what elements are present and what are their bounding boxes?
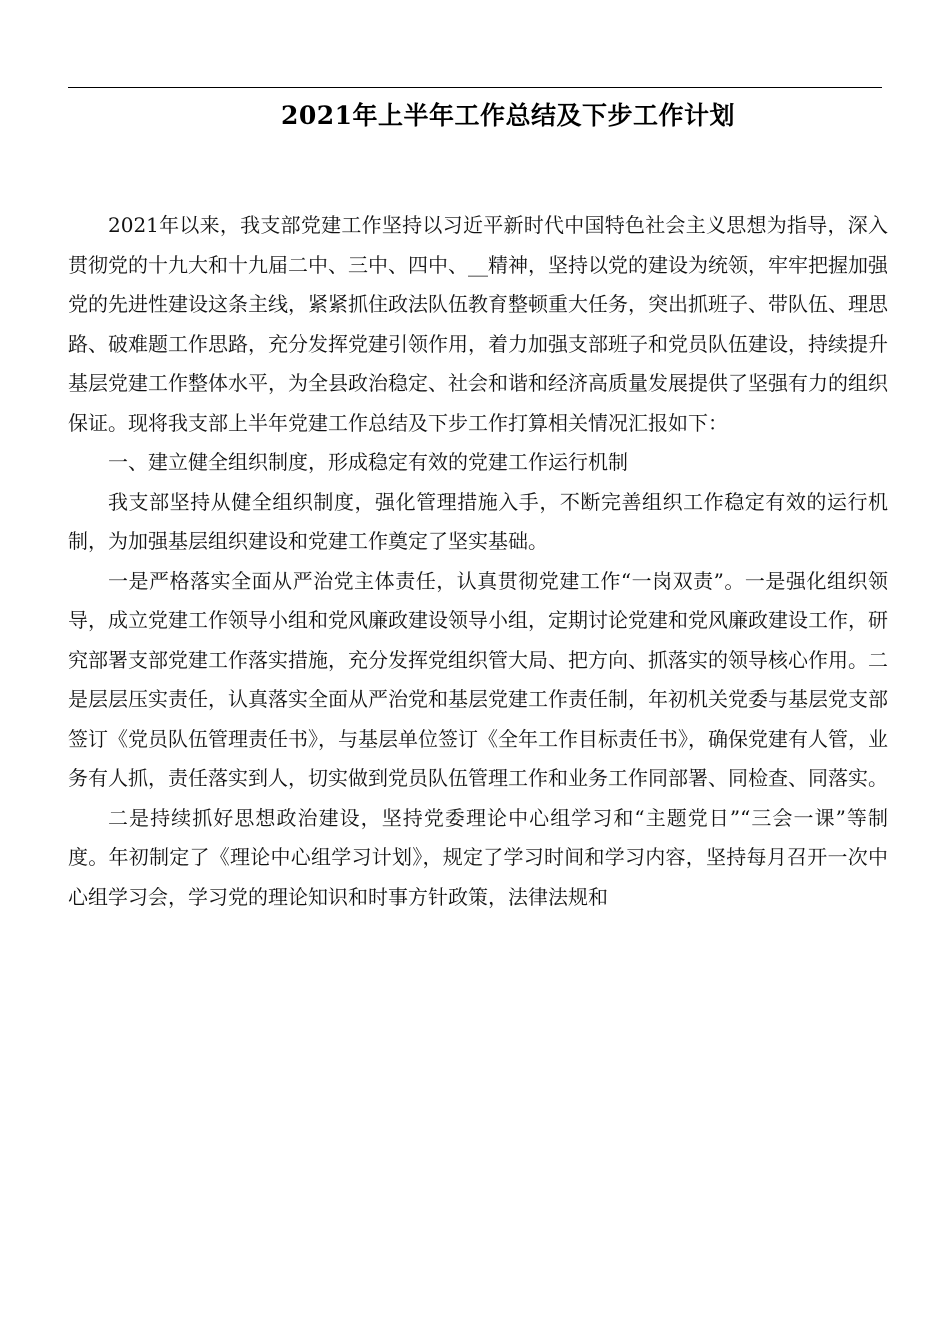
- section-heading-1: 一、建立健全组织制度，形成稳定有效的党建工作运行机制: [108, 450, 628, 474]
- paragraph-section-1-intro: 我支部坚持从健全组织制度，强化管理措施入手，不断完善组织工作稳定有效的运行机制，为加强基层组织建设和党建工作奠定了坚实基础。: [68, 489, 888, 553]
- paragraph-item-1: 一是严格落实全面从严治党主体责任，认真贯彻党建工作“一岗双责”。一是强化组织领导，成立党建工作领导小组和党风廉政建设领导小组，定期讨论党建和党风廉政建设工作，研究部署支部党建工作落实措施，充分发挥党组织管大局、把方向、抓落实的领导核心作用。二是层层压实责任，认真落实全面从严治党和基层党建工作责任制，年初机关党委与基层党支部签订《党员队伍管理责任书》，与基层单位签订《全年工作目标责任书》，确保党建有人管，业务有人抓，责任落实到人，切实做到党员队伍管理工作和业务工作同部署、同检查、同落实。: [68, 568, 888, 790]
- paragraph-item-2: 二是持续抓好思想政治建设，坚持党委理论中心组学习和“主题党日”“三会一课”等制度。年初制定了《理论中心组学习计划》，规定了学习时间和学习内容，坚持每月召开一次中心组学习会，学习党的理论知识和时事方针政策，法律法规和: [68, 805, 888, 909]
- document-title: 2021年上半年工作总结及下步工作计划: [280, 101, 736, 130]
- paragraph-intro: 2021年以来，我支部党建工作坚持以习近平新时代中国特色社会主义思想为指导，深入贯彻党的十九大和十九届二中、三中、四中、__精神，坚持以党的建设为统领，牢牢把握加强党的先进性建设这条主线，紧紧抓住政法队伍教育整顿重大任务，突出抓班子、带队伍、理思路、破难题工作思路，充分发挥党建引领作用，着力加强支部班子和党员队伍建设，持续提升基层党建工作整体水平，为全县政治稳定、社会和谐和经济高质量发展提供了坚强有力的组织保证。现将我支部上半年党建工作总结及下步工作打算相关情况汇报如下：: [68, 213, 888, 435]
- header-rule: [68, 87, 882, 88]
- document-body: [68, 206, 888, 917]
